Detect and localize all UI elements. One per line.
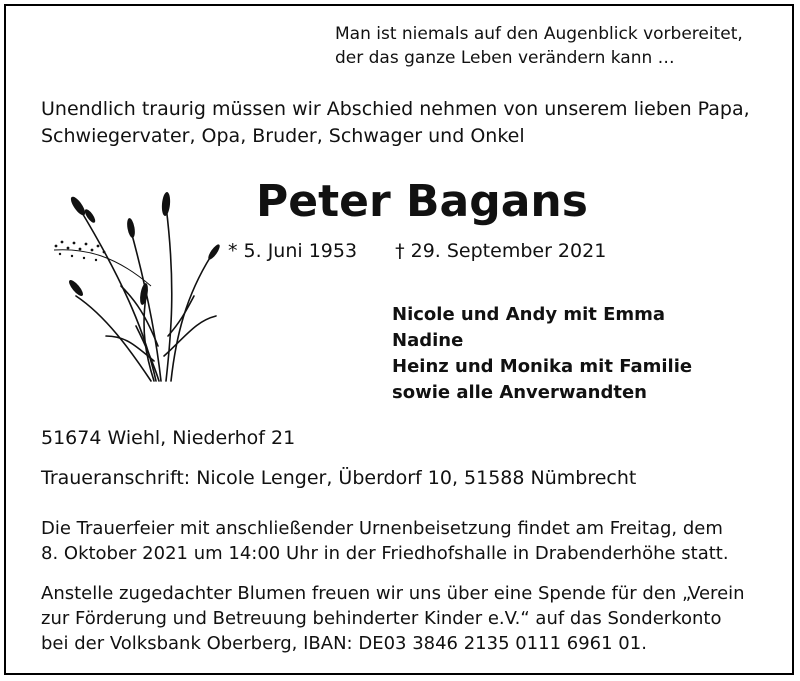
quote-line-1: Man ist niemals auf den Augenblick vorbereitet, [335, 24, 743, 44]
donation-line-3: bei der Volksbank Oberberg, IBAN: DE03 3846 2135 0111 6961 01. [41, 633, 647, 654]
death-date: † 29. September 2021 [395, 240, 607, 262]
intro-line-2: Schwiegervater, Opa, Bruder, Schwager und Onkel [41, 125, 525, 147]
mourner-line: Heinz und Monika mit Familie [392, 356, 693, 377]
ceremony-line-1: Die Trauerfeier mit anschließender Urnenbeisetzung findet am Freitag, dem [41, 518, 723, 539]
residence-address: 51674 Wiehl, Niederhof 21 [41, 427, 296, 449]
mourner-line: sowie alle Anverwandten [392, 382, 647, 403]
mourner-line: Nicole und Andy mit Emma [392, 304, 666, 325]
ceremony-line-2: 8. Oktober 2021 um 14:00 Uhr in der Friedhofshalle in Drabenderhöhe statt. [41, 543, 729, 564]
intro-text [41, 96, 761, 150]
donation-line-1: Anstelle zugedachter Blumen freuen wir uns über eine Spende für den „Verein [41, 583, 745, 604]
deceased-name: Peter Bagans [256, 176, 588, 227]
mourner-line: Nadine [392, 330, 464, 351]
donation-line-2: zur Förderung und Betreuung behinderter Kinder e.V.“ auf das Sonderkonto [41, 608, 722, 629]
quote-line-2: der das ganze Leben verändern kann … [335, 48, 675, 68]
opening-quote [335, 22, 765, 70]
mourners-list [392, 302, 692, 406]
intro-line-1: Unendlich traurig müssen wir Abschied nehmen von unserem lieben Papa, [41, 98, 750, 120]
wheat-grain-illustration-icon [36, 186, 236, 386]
birth-date: * 5. Juni 1953 [228, 240, 358, 262]
ceremony-info [41, 516, 771, 566]
life-dates [228, 238, 606, 264]
donation-info [41, 581, 771, 656]
mourning-address: Traueranschrift: Nicole Lenger, Überdorf 10, 51588 Nümbrecht [41, 467, 637, 489]
